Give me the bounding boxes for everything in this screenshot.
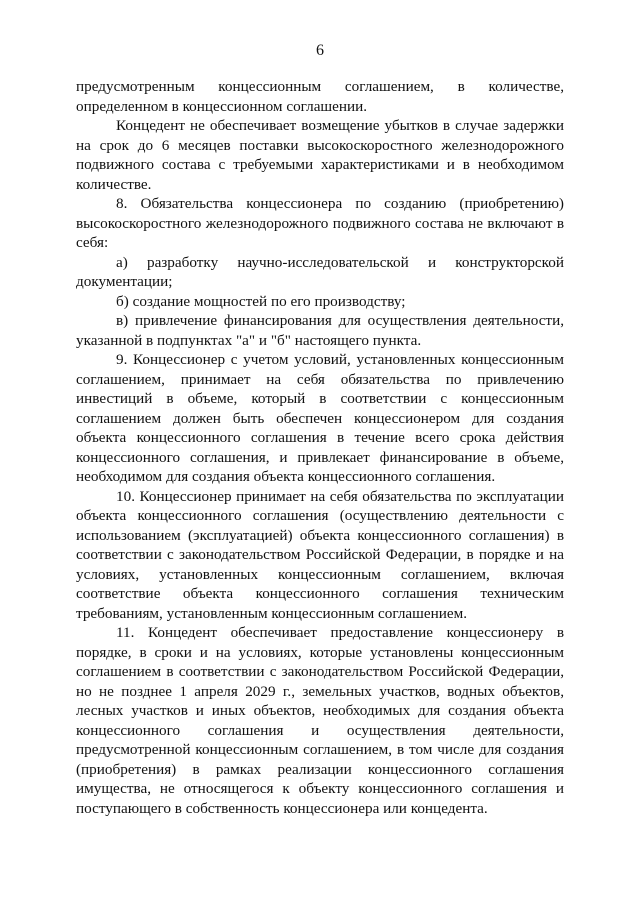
document-body: [76, 77, 564, 818]
paragraph-clause-8-b: б) создание мощностей по его производству;: [116, 292, 406, 310]
paragraph-clause-8-c: в) привлечение финансирования для осуществления деятельности, указанной в подпунктах "а" и "б" настоящего пункта.: [76, 312, 564, 349]
page-number: 6: [316, 42, 324, 59]
paragraph-continuation: предусмотренным концессионным соглашением, в количестве, определенном в концессионном соглашении.: [76, 78, 564, 115]
paragraph-concedent-losses: Концедент не обеспечивает возмещение убытков в случае задержки на срок до 6 месяцев поставки высокоскоростного железнодорожного подвижного состава с требуемыми характеристиками и в необходимом количестве.: [76, 117, 564, 193]
paragraph-clause-8-a: а) разработку научно-исследовательской и конструкторской документации;: [76, 253, 564, 290]
paragraph-clause-8: 8. Обязательства концессионера по созданию (приобретению) высокоскоростного железнодорожного подвижного состава не включают в себя:: [76, 195, 564, 251]
paragraph-clause-11: 11. Концедент обеспечивает предоставление концессионеру в порядке, в сроки и на условиях, которые установлены концессионным соглашением в соответствии с законодательством Российской Федерации, но не позднее 1 апреля 2029 г., земельных участков, водных объектов, лесных участков и иных объектов, необходимых для создания объекта концессионного соглашения и осуществления деятельности, предусмотренной концессионным соглашением, в том числе для создания (приобретения) в рамках реализации концессионного соглашения имущества, не относящегося к объекту концессионного соглашения и поступающего в собственность концессионера или концедента.: [76, 624, 564, 817]
paragraph-clause-10: 10. Концессионер принимает на себя обязательства по эксплуатации объекта концессионного соглашения (осуществлению деятельности с использованием (эксплуатацией) объекта концессионного соглашения) в соответствии с законодательством Российской Федерации, в порядке и на условиях, установленных концессионным соглашением, включая соответствие объекта концессионного соглашения техническим требованиям, установленным концессионным соглашением.: [76, 487, 564, 622]
paragraph-clause-9: 9. Концессионер с учетом условий, установленных концессионным соглашением, принимает на себя обязательства по привлечению инвестиций в объеме, который в соответствии с концессионным соглашением должен быть обеспечен концессионером для создания объекта концессионного соглашения в течение всего срока действия концессионного соглашения, и привлекает финансирование в объеме, необходимом для создания объекта концессионного соглашения.: [76, 351, 564, 485]
